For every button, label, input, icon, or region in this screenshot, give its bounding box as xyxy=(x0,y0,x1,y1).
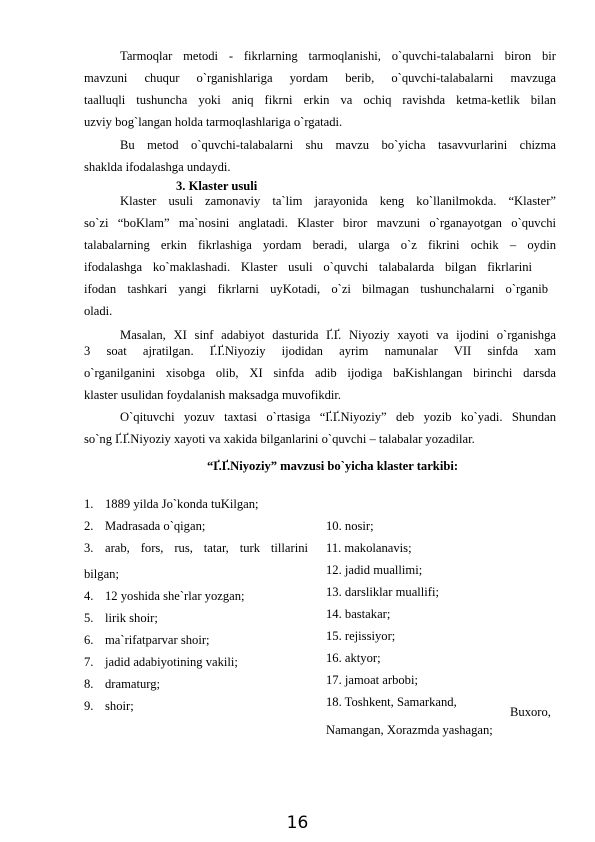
page-number: 16 xyxy=(286,813,309,833)
list-item: 14. bastakar; xyxy=(326,607,391,621)
intro-line-4: uzviy bog`langan holda tarmoqlashlariga o`rgatadi. xyxy=(84,115,343,129)
list-item-continuation: bilgan; xyxy=(84,567,119,581)
section-heading: 3. Klaster usuli xyxy=(176,179,258,193)
klaster-line-2: so`zi “boKlam” ma`nosini anglatadi. Klaster biror mavzuni o`rganayotgan o`quvchi xyxy=(84,216,556,230)
list-item-number: 1. xyxy=(84,497,94,511)
klaster-line-5: ifodan tashkari yangi fikrlarni uyKotadi, o`zi bilmagan tushunchalarni o`rganib xyxy=(84,282,548,296)
list-item-number: 2. xyxy=(84,519,94,533)
intro-line-5: Bu metod o`quvchi-talabalarni shu mavzu bo`yicha tasavvurlarini chizma xyxy=(120,138,556,152)
list-item-number: 8. xyxy=(84,677,94,691)
list-item: 17. jamoat arbobi; xyxy=(326,673,418,687)
list-item: arab, fors, rus, tatar, turk tillarini xyxy=(105,541,308,555)
example-line-6: so`ng Ґ.Ґ.Niyoziy xayoti va xakida bilganlarini o`quvchi – talabalar yozadilar. xyxy=(84,432,475,446)
list-item: shoir; xyxy=(105,699,134,713)
intro-line-3: taalluqli tushuncha yoki aniq fikrni erkin va ochiq ravishda ketma-ketlik bilan xyxy=(84,93,556,107)
list-item-continuation: Buxoro, xyxy=(510,705,551,719)
list-item: 10. nosir; xyxy=(326,519,374,533)
example-line-1: Masalan, XI sinf adabiyot dasturida Ґ.Ґ. Niyoziy xayoti va ijodini o`rganishga xyxy=(120,328,556,342)
example-line-2: 3 soat ajratilgan. Ґ.Ґ.Niyoziy ijodidan ayrim namunalar VII sinfda xam xyxy=(84,344,556,358)
list-item: ma`rifatparvar shoir; xyxy=(105,633,210,647)
list-item-number: 5. xyxy=(84,611,94,625)
intro-line-1: Tarmoqlar metodi - fikrlarning tarmoqlanishi, o`quvchi-talabalarni biron bir xyxy=(120,49,556,63)
intro-line-2: mavzuni chuqur o`rganishlariga yordam berib, o`quvchi-talabalarni mavzuga xyxy=(84,71,556,85)
list-item: 11. makolanavis; xyxy=(326,541,412,555)
klaster-line-6: oladi. xyxy=(84,304,113,318)
klaster-line-1: Klaster usuli zamonaviy ta`lim jarayonida keng ko`llanilmokda. “Klaster” xyxy=(120,194,556,208)
list-item: 15. rejissiyor; xyxy=(326,629,396,643)
list-item: lirik shoir; xyxy=(105,611,158,625)
list-item: 12. jadid muallimi; xyxy=(326,563,423,577)
list-item: 18. Toshkent, Samarkand, xyxy=(326,695,457,709)
example-line-5: O`qituvchi yozuv taxtasi o`rtasiga “Ґ.Ґ.Niyoziy” deb yozib ko`yadi. Shundan xyxy=(120,410,556,424)
list-item: jadid adabiyotining vakili; xyxy=(105,655,238,669)
list-item: 13. darsliklar muallifi; xyxy=(326,585,439,599)
example-line-4: klaster usulidan foydalanish maksadga muvofikdir. xyxy=(84,388,342,402)
example-line-3: o`rganilganini xisobga olib, XI sinfda adib ijodiga baKishlangan birinchi darsda xyxy=(84,366,556,380)
list-item: Madrasada o`qigan; xyxy=(105,519,206,533)
list-item: 12 yoshida she`rlar yozgan; xyxy=(105,589,245,603)
list-item-number: 3. xyxy=(84,541,94,555)
list-item-number: 6. xyxy=(84,633,94,647)
cluster-title: “Ґ.Ґ.Niyoziy” mavzusi bo`yicha klaster tarkibi: xyxy=(206,459,459,473)
list-item-continuation: Namangan, Xorazmda yashagan; xyxy=(326,723,493,737)
list-item-number: 4. xyxy=(84,589,94,603)
list-item: dramaturg; xyxy=(105,677,161,691)
list-item: 1889 yilda Jo`konda tuKilgan; xyxy=(105,497,259,511)
list-item-number: 9. xyxy=(84,699,94,713)
list-item-number: 7. xyxy=(84,655,94,669)
list-item: 16. aktyor; xyxy=(326,651,381,665)
klaster-line-4: ifodalashga ko`maklashadi. Klaster usuli o`quvchi talabalarda bilgan fikrlarini xyxy=(84,260,532,274)
intro-line-6: shaklda ifodalashga undaydi. xyxy=(84,160,231,174)
klaster-line-3: talabalarning erkin fikrlashiga yordam beradi, ularga o`z fikrini ochik – oydin xyxy=(84,238,556,252)
